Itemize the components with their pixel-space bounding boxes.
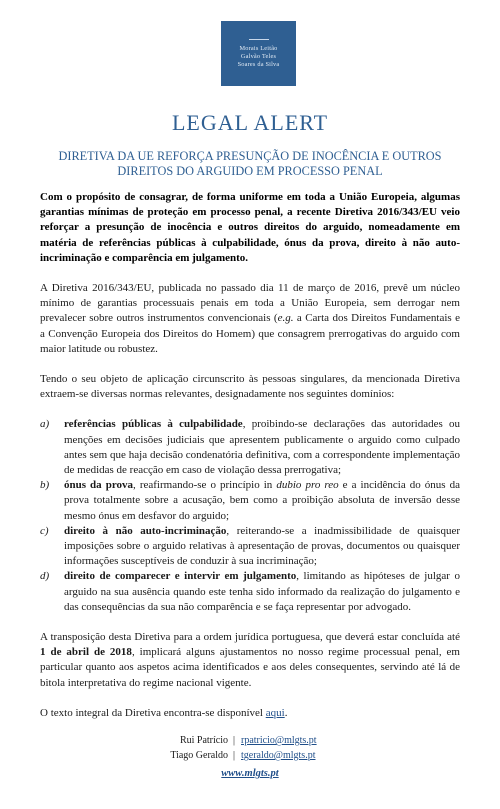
contact-separator: |: [233, 735, 236, 746]
logo-line-1: Morais Leitão: [239, 44, 278, 52]
list-item-body: , limitando as hipóteses de julgar o arguido na sua ausência quando este tenha sido informado da realização do julgamento e das consequências da sua não comparência e se faça representar por advogado.: [64, 570, 460, 613]
contact-name: Tiago Geraldo: [170, 750, 228, 761]
logo-line-3: Soares da Silva: [237, 60, 280, 68]
page-subtitle: DIRETIVA DA UE REFORÇA PRESUNÇÃO DE INOCÊNCIA E OUTROS DIREITOS DO ARGUIDO EM PROCESSO PENAL: [58, 149, 442, 178]
para4-text: O texto integral da Diretiva encontra-se disponível: [40, 706, 266, 719]
list-marker: a): [40, 418, 50, 431]
domains-list: [40, 417, 460, 615]
para3-text-b: , implicará alguns ajustamentos no nosso regime processual penal, em particular quanto aos aspetos acima identificados e aos deles consequentes, servindo até lá de bitola interpretativa do regime nacional vigente.: [40, 646, 460, 689]
contact-separator: |: [233, 750, 236, 761]
paragraph-full-text: [40, 706, 460, 721]
lead-paragraph: Com o propósito de consagrar, de forma uniforme em toda a União Europeia, algumas garantias mínimas de proteção em processo penal, a recente Diretiva 2016/343/EU veio reforçar a presunção de inocência e outros direitos do arguido, nomeadamente em matéria de referências públicas à culpabilidade, ónus da prova, direito à não auto-incriminação e comparência em julgamento.: [40, 191, 460, 264]
list-item-text: [64, 524, 460, 570]
list-item: [40, 417, 460, 478]
article-body: [40, 190, 460, 736]
list-item-heading: direito à não auto-incriminação: [64, 524, 227, 537]
list-item-latin: dubio pro reo: [276, 479, 339, 492]
list-marker: c): [40, 524, 49, 537]
contact-line: [0, 734, 500, 749]
list-item-body: , reiterando-se a inadmissibilidade de quaisquer imposições sobre o arguido relativas à apresentação de provas, documentos ou quaisquer informações susceptíveis de conduzir à sua incriminação;: [64, 524, 461, 568]
directive-link[interactable]: aqui: [265, 706, 285, 719]
list-marker: d): [40, 570, 50, 583]
list-item: [40, 569, 460, 615]
list-item-heading: referências públicas à culpabilidade: [64, 418, 243, 431]
list-item-text: [64, 417, 460, 478]
list-item: [40, 524, 460, 570]
para3-text-a: A transposição desta Diretiva para a ordem jurídica portuguesa, que deverá estar concluída até: [40, 631, 460, 644]
list-item-heading: direito de comparecer e intervir em julgamento: [64, 570, 297, 583]
para4-end: .: [284, 706, 288, 719]
para1-text-a: A Diretiva 2016/343/EU, publicada no passado dia 11 de março de 2016, prevê um núcleo mínimo de garantias processuais penais em toda a União Europeia, sem derrogar nem prevalecer sobre outros instrumentos convencionais (: [40, 282, 460, 325]
list-item-text: [64, 569, 460, 615]
logo-rule: [249, 39, 269, 40]
contacts-footer: [0, 734, 500, 764]
transposition-deadline: 1 de abril de 2018: [40, 646, 132, 659]
website-link[interactable]: www.mlgts.pt: [221, 768, 279, 779]
list-item: [40, 478, 460, 524]
paragraph-scope: Tendo o seu objeto de aplicação circunscrito às pessoas singulares, da mencionada Diretiva extraem-se diversas normas relevantes, designadamente nos seguintes domínios:: [40, 373, 460, 401]
paragraph-directive-intro: [40, 281, 460, 357]
para1-eg: e.g.: [277, 312, 294, 325]
page-title: LEGAL ALERT: [171, 110, 329, 135]
logo-line-2: Galvão Teles: [240, 52, 277, 60]
contact-line: [0, 749, 500, 764]
paragraph-transposition: [40, 630, 460, 691]
list-item-body: , reafirmando-se o princípio in: [133, 479, 277, 492]
list-item-text: [64, 478, 460, 524]
list-item-body: , proibindo-se declarações das autoridades ou menções em decisões judiciais que apresentem publicamente o arguido como culpado antes sem que haja decisão condenatória definitiva, com a correspondente implementação de medidas de reacção em caso de violação dessa prerrogativa;: [64, 418, 461, 477]
list-marker: b): [40, 479, 50, 492]
para1-text-b: a Carta dos Direitos Fundamentais e a Convenção Europeia dos Direitos do Homem) que consagrem prerrogativas do arguido com maior latitude ou robustez.: [40, 312, 460, 355]
list-item-heading: ónus da prova: [64, 479, 134, 492]
contact-email[interactable]: rpatricio@mlgts.pt: [241, 735, 317, 746]
firm-logo: [221, 21, 296, 86]
contact-name: Rui Patrício: [179, 735, 228, 746]
contact-email[interactable]: tgeraldo@mlgts.pt: [241, 750, 316, 761]
list-item-body-cont: e a incidência do ónus da prova totalmente sobre a acusação, bem como a proibição absoluta de inversão desse mesmo ónus em desfavor do arguido;: [64, 479, 461, 522]
